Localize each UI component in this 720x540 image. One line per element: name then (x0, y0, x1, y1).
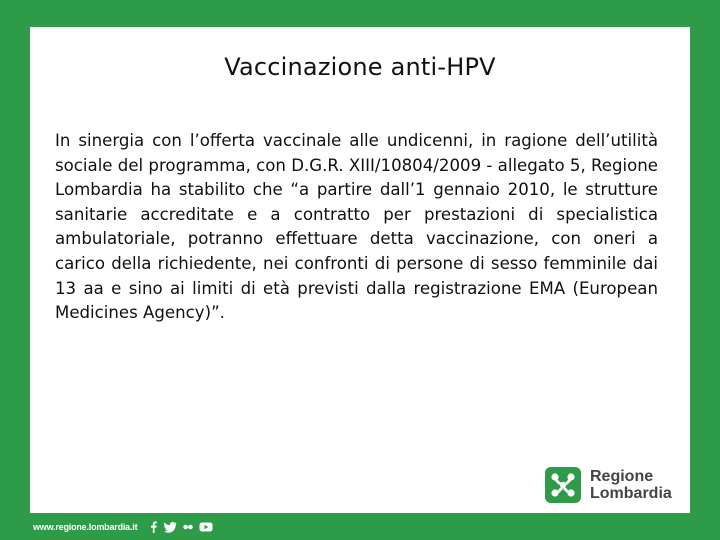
logo-wordmark (590, 468, 672, 502)
logo-line-1: Regione (590, 468, 654, 485)
footer-website-link[interactable]: www.regione.lombardia.it (33, 522, 138, 532)
slide-card (30, 27, 690, 513)
youtube-icon[interactable] (199, 522, 213, 532)
footer (33, 519, 219, 535)
logo-line-2: Lombardia (590, 485, 672, 502)
regione-lombardia-logo (545, 467, 672, 503)
twitter-icon[interactable] (164, 522, 177, 533)
slide-body-text: In sinergia con l’offerta vaccinale alle undicenni, in ragione dell’utilità sociale del programma, con D.G.R. XIII/10804/2009 - allegato 5, Regione Lombardia ha stabilito che “a partire dall’1 gennaio 2010, le strutture sanitarie accreditate e a contratto per prestazioni di specialistica ambulatoriale, potranno effettuare detta vaccinazione, con oneri a carico della richiedente, nei confronti di persone di sesso femminile dai 13 aa e sino ai limiti di età previsti dalla registrazione EMA (European Medicines Agency)”. (55, 131, 659, 323)
slide-title: Vaccinazione anti-HPV (224, 53, 496, 81)
regione-lombardia-emblem-icon (545, 467, 581, 503)
social-links (149, 521, 219, 533)
facebook-icon[interactable] (149, 521, 158, 533)
flickr-icon[interactable] (183, 524, 193, 530)
